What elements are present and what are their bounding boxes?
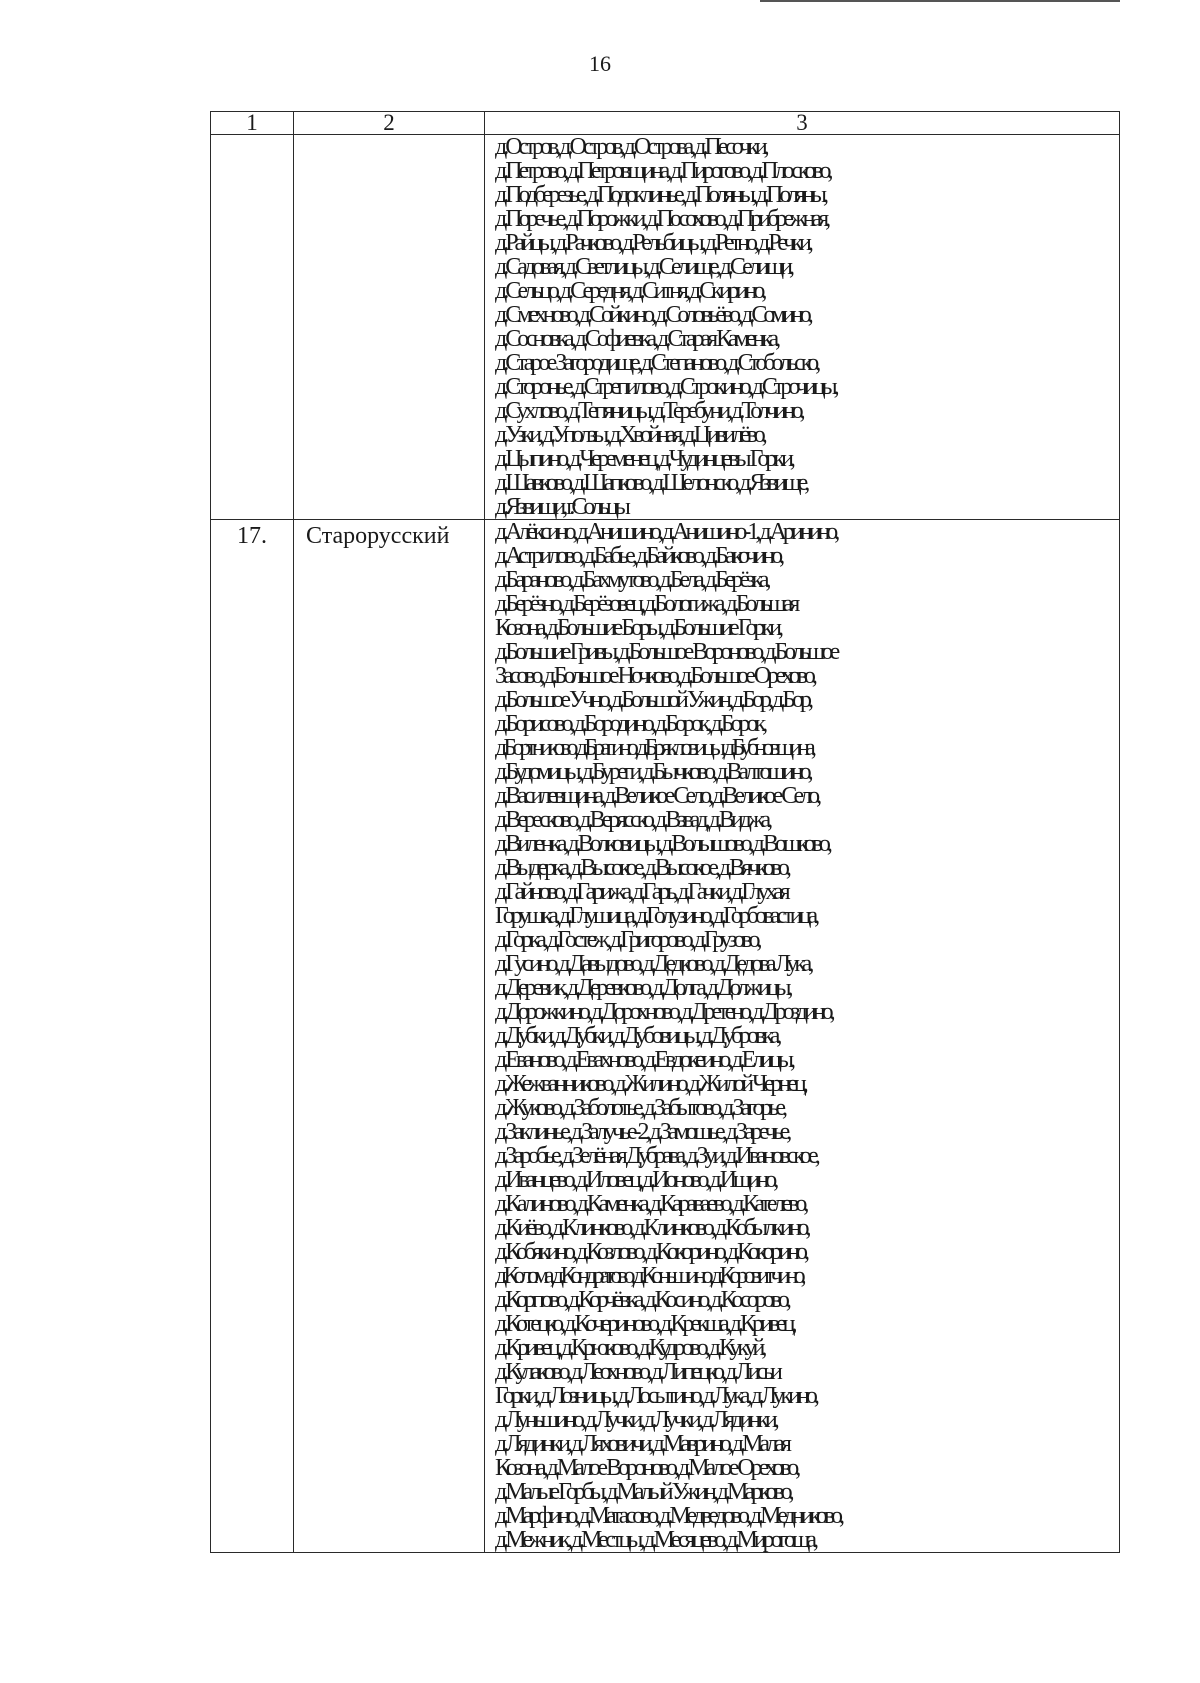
settlements-line: д.Астрилово, д.Бабье, д.Байково, д.Бакочино, [495, 543, 782, 569]
settlements-line: д.Кобякино, д.Козлово, д.Кокорино, д.Кокорино, [495, 1239, 806, 1265]
settlements-line: д.Корпово, д.Корчёвка, д.Косино, д.Косорово, [495, 1287, 788, 1313]
settlements-line: д.Луньшино, д.Лучки, д.Лучки, д.Лядинки, [495, 1407, 776, 1433]
settlements-line: Козона, д.Большие Боры, д.Большие Горки, [495, 615, 780, 641]
settlements-line: д.Гусино, д.Давыдово, д.Дедково, д.Дедова Лука, [495, 951, 811, 977]
settlements-line: д.Остров, д.Остров, д.Острова, д.Песочки, [495, 134, 766, 160]
settlements-line: д.Василевщина, д.Великое Село, д.Великое Село, [495, 783, 819, 809]
settlements-line: д.Берёзно, д.Берёзовец, д.Бологижа, д.Большая [495, 591, 797, 617]
row-number-cell: 17. [211, 520, 294, 1553]
settlements-line: д.Большое Учно, д.Большой Ужин, д.Бор, д.Бор, [495, 687, 810, 713]
table-header-row [211, 112, 1120, 135]
settlements-line: д.Бортниково, д.Брагино, д.Брякловицы, д.Бубновщина, [495, 735, 812, 761]
settlements-line: д.Колома, д.Кондратово, д.Коньшино, д.Коровитчино, [495, 1263, 802, 1289]
settlements-line: д.Вересково, д.Верясско, д.Взвад, д.Виджа, [495, 807, 770, 833]
settlements-line: д.Большие Гривы, д.Большое Вороново, д.Большое [495, 639, 837, 665]
settlements-line: д.Заклинье, д.Залучье-2, д.Замошье, д.Заречье, [495, 1119, 789, 1145]
settlements-line: д.Заробье, д.Зелёная Дубрава, д.Зуи, д.Ивановское, [495, 1143, 817, 1169]
top-edge-rule [760, 0, 1120, 2]
settlements-line: Горушка, д.Глушица, д.Голузино, д.Горбовастица, [495, 903, 817, 929]
settlements-line: д.Бараново, д.Бахмутово, д.Бела, д.Берёзка, [495, 567, 768, 593]
settlements-line: д.Подберезье, д.Подоклинье, д.Поляны, д.Поляны, [495, 182, 826, 208]
row-number-cell [211, 135, 294, 520]
settlements-line: д.Выдерка, д.Высокое, д.Высокое, д.Вячково, [495, 855, 788, 881]
column-number-header-3: 3 [485, 112, 1120, 135]
settlements-list-cell [485, 135, 1120, 520]
column-number-header-2: 2 [294, 112, 485, 135]
table-row [211, 135, 1120, 520]
settlements-line: Горки, д.Лозницы, д.Лосытино, д.Лука, д.Лукино, [495, 1383, 816, 1409]
settlements-line: д.Лядинки, д.Ляховичи, д.Маврино, д.Малая [495, 1431, 788, 1457]
settlements-line: д.Дубки, д.Дубки, д.Дубовицы, д.Дубровка, [495, 1023, 779, 1049]
column-number-header-1: 1 [211, 112, 294, 135]
settlements-line: д.Гайново, д.Гарижа, д.Гарь, д.Гачки, д.Глухая [495, 879, 787, 905]
settlements-table [210, 111, 1120, 1553]
settlements-line: д.Будомицы, д.Буреги, д.Бычково, д.Валтошино, [495, 759, 810, 785]
settlements-line: д.Киёво, д.Клинково, д.Клинково, д.Кобылкино, [495, 1215, 808, 1241]
settlements-line: д.Еваново, д.Евахново, д.Евдокеино, д.Елицы, [495, 1047, 792, 1073]
settlements-line: д.Жежванниково, д.Жилино, д.Жилой Чернец, [495, 1071, 805, 1097]
settlements-line: д.Садовая, д.Светлицы, д.Селище, д.Селищи, [495, 254, 791, 280]
settlements-line: д.Дорожкино, д.Дорохново, д.Дретено, д.Дроздино, [495, 999, 832, 1025]
settlements-line: д.Сторонье, д.Стрепилово, д.Строкино, д.Строчицы, [495, 374, 836, 400]
settlements-line: д.Кулаково, д.Леохново, д.Липецко, д.Лисьи [495, 1359, 779, 1385]
settlements-line: Козона, д.Малое Вороново, д.Малое Орехово, [495, 1455, 798, 1481]
settlements-line: д.Межник, д.Местцы, д.Месяцево, д.Мирогоща, [495, 1527, 816, 1553]
settlements-line: д.Котецко, д.Кочериново, д.Крекша, д.Кривец, [495, 1311, 794, 1337]
settlements-line: д.Борисово, д.Бородино, д.Борок, д.Борок, [495, 711, 765, 737]
settlements-line: д.Райцы, д.Рачково, д.Рельбицы, д.Ретно, д.Речки, [495, 230, 810, 256]
settlements-line: д.Поречье, д.Порожки, д.Посохово, д.Прибрежная, [495, 206, 828, 232]
settlements-line: д.Шавково, д.Шапково, д.Шелонско, д.Язвище, [495, 470, 807, 496]
settlements-line: д.Цыпино, д.Череменец, д.Чудинцевы Горки, [495, 446, 792, 472]
district-name-cell: Старорусский [294, 520, 485, 1553]
settlements-line: д.Деревик, д.Деревково, д.Долга, д.Должицы, [495, 975, 790, 1001]
settlements-line: д.Виленка, д.Волковицы, д.Волышово, д.Вошково, [495, 831, 829, 857]
settlements-list-cell [485, 520, 1120, 1553]
settlements-line: д.Калиново, д.Каменка, д.Караваево, д.Кателево, [495, 1191, 806, 1217]
settlements-line: д.Жуково, д.Заболотье, д.Забытово, д.Загорье, [495, 1095, 784, 1121]
settlements-line: д.Язвищи, г.Сольцы [495, 494, 627, 520]
settlements-line: д.Сухлово, д.Тепяницы, д.Теребуни, д.Толчино, [495, 398, 802, 424]
settlements-line: д.Петрово, д.Петровщина, д.Пирогово, д.Плосково, [495, 158, 830, 184]
settlements-line: д.Старое Загородище, д.Степаново, д.Стобольско, [495, 350, 818, 376]
settlements-line: д.Марфино, д.Матасово, д.Медведово, д.Медниково, [495, 1503, 842, 1529]
settlements-line: д.Сосновка, д.Софиевка, д.Старая Каменка, [495, 326, 778, 352]
settlements-line: д.Сельцо, д.Середня, д.Ситня, д.Скирино, [495, 278, 764, 304]
district-name-cell [294, 135, 485, 520]
settlements-line: д.Кривец, д.Крюково, д.Кудрово, д.Кукуй, [495, 1335, 764, 1361]
settlements-line: д.Смехново, д.Сойкино, д.Соловьёво, д.Сомино, [495, 302, 810, 328]
settlements-line: Засово, д.Большое Ночково, д.Большое Орехово, [495, 663, 814, 689]
settlements-line: д.Иванцево, д.Иловец, д.Ионово, д.Ищино, [495, 1167, 776, 1193]
settlements-line: д.Малые Горбы, д.Малый Ужин, д.Марково, [495, 1479, 791, 1505]
settlements-line: д.Алёксино, д.Анишино, д.Анишино-1, д.Аринино, [495, 519, 837, 545]
settlements-line: д.Узки, д.Уползы, д.Хвойная, д.Цивилёво, [495, 422, 764, 448]
settlements-line: д.Горка, д.Гостеж, д.Григорово, д.Грузово, [495, 927, 759, 953]
page-number: 16 [589, 51, 611, 76]
table-row [211, 520, 1120, 1553]
